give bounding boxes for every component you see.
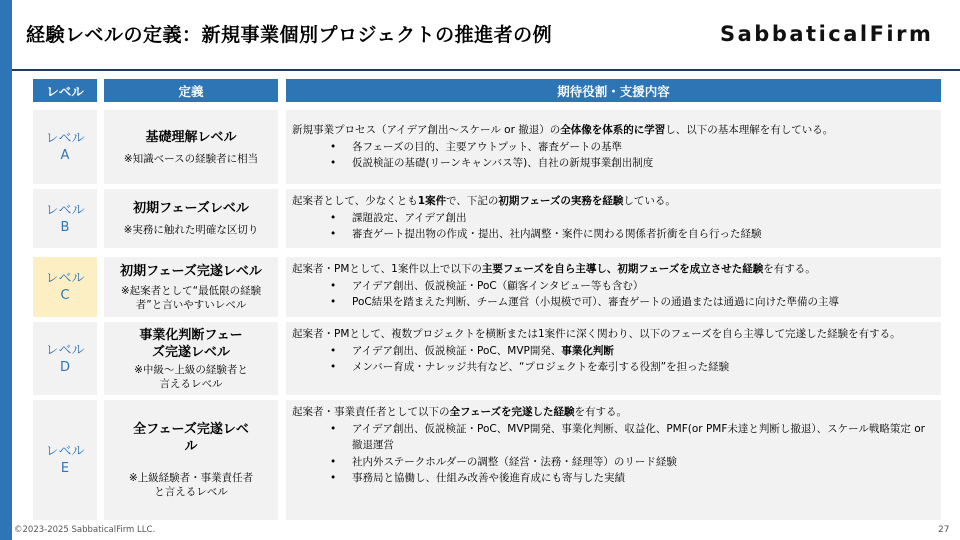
role-cell [286,257,941,317]
bullet-icon: • [330,361,337,373]
role-bullet-item [292,210,933,227]
level-word: レベル [45,444,85,459]
level-word: レベル [45,131,85,146]
definition-cell [104,400,278,520]
role-cell [286,189,941,248]
level-letter: E [60,461,70,476]
definition-name: 全フェーズ完遂レベル [133,422,249,454]
text-run: を有する。 [763,263,816,275]
role-cell [286,322,941,395]
text-run: アイデア創出、仮説検証・PoC（顧客インタビュー等も含む） [352,279,644,292]
slide-title: 経験レベルの定義：新規事業個別プロジェクトの推進者の例 [26,24,553,46]
bullet-icon: • [330,472,337,484]
role-lead-text [292,261,933,278]
text-run: 課題設定、アイデア創出 [352,211,467,224]
definition-cell [104,322,278,395]
text-run: 起案者・PMとして、複数プロジェクトを横断または1案件に深く関わり、以下のフェーズを自ら主導して完遂した経験を有する。 [292,328,901,340]
level-cell [33,189,97,248]
definition-note: ※実務に触れた明確な区切り [123,224,259,236]
level-cell [33,110,97,184]
definition-note: ※上級経験者・事業責任者と言えるレベル [128,472,254,498]
level-cell-highlighted [33,257,97,317]
header-role: 期待役割・支援内容 [286,79,941,102]
header-definition: 定義 [104,79,278,102]
role-bullet-list [292,343,933,376]
role-cell [286,400,941,520]
text-run: で、下記の [446,195,499,207]
definition-note: ※知識ベースの経験者に相当 [123,152,259,165]
text-run: メンバー育成・ナレッジ共有など、“プロジェクトを牽引する役割”を担った経験 [352,361,730,373]
role-lead-text [292,404,933,421]
bullet-icon: • [330,279,337,292]
role-bullet-list [292,421,933,487]
text-run: 起案者として、少なくとも [292,195,418,207]
role-lead-text [292,122,933,139]
role-bullet-item [292,226,933,243]
role-bullet-item [292,359,933,376]
emphasis-text: 全フェーズを完遂した経験 [449,406,575,418]
bullet-icon: • [330,455,337,468]
text-run: PoC結果を踏まえた判断、チーム運営（小規模で可）、審査ゲートの通過または通過に向けた準備の主導 [352,296,839,308]
bullet-icon: • [330,344,337,357]
role-lead-text [292,193,933,210]
header-level: レベル [33,79,97,102]
level-word: レベル [45,202,85,218]
bullet-icon: • [330,140,337,153]
definition-note: ※起案者として“最低限の経験者”と言いやすいレベル [120,284,262,311]
text-run: し、以下の基本理解を有している。 [665,124,834,136]
definition-name: 初期フェーズ完遂レベル [120,263,262,279]
bullet-icon: • [330,157,337,169]
definition-name: 基礎理解レベル [145,129,237,145]
role-bullet-list [292,278,933,311]
text-run: を有する。 [574,406,627,418]
bullet-icon: • [330,296,337,308]
text-run: 事務局と協働し、仕組み改善や後進育成にも寄与した実績 [352,472,625,484]
definition-note: ※中級～上級の経験者と言えるレベル [134,363,248,390]
copyright: ©2023-2025 SabbaticalFirm LLC. [14,525,156,535]
bullet-icon: • [330,228,337,240]
role-cell [286,110,941,184]
role-bullet-list [292,139,933,172]
page-number: 27 [938,525,950,535]
level-letter: B [60,219,70,235]
role-bullet-item [292,470,933,487]
level-letter: A [60,148,70,163]
definition-cell [104,257,278,317]
role-bullet-item [292,278,933,295]
role-bullet-item [292,139,933,156]
role-bullet-item [292,454,933,471]
text-run: 社内外ステークホルダーの調整（経営・法務・経理等）のリード経験 [352,455,677,468]
bullet-icon: • [330,422,337,435]
bullet-icon: • [330,211,337,224]
level-word: レベル [45,271,85,286]
role-bullet-list [292,210,933,243]
emphasis-text: 主要フェーズを自ら主導し、初期フェーズを成立させた経験 [481,263,764,275]
role-bullet-item [292,155,933,172]
text-run: 仮説検証の基礎(リーンキャンバス等)、自社の新規事業創出制度 [352,157,654,169]
text-run: している。 [623,195,676,207]
text-run: 各フェーズの目的、主要アウトプット、審査ゲートの基準 [352,140,622,153]
definition-cell [104,189,278,248]
definition-name: 初期フェーズレベル [133,201,249,216]
level-cell [33,322,97,395]
role-lead-text [292,326,933,343]
definition-cell [104,110,278,184]
text-run: 起案者・事業責任者として以下の [292,406,450,418]
text-run: 起案者・PMとして、1案件以上で以下の [292,263,482,275]
definition-name: 事業化判断フェーズ完遂レベル [139,327,243,360]
role-bullet-item [292,421,933,454]
level-letter: D [59,359,70,375]
company-logo: SabbaticalFirm [720,22,934,46]
emphasis-text: 全体像を体系的に学習 [560,124,666,136]
emphasis-text: 事業化判断 [561,344,614,357]
emphasis-text: 1案件 [417,195,447,207]
text-run: アイデア創出、仮説検証・PoC、MVP開発、 [352,344,562,357]
role-bullet-item [292,343,933,360]
title-divider [12,69,960,71]
level-cell [33,400,97,520]
level-letter: C [60,288,70,303]
left-accent-bar [0,0,12,540]
text-run: 新規事業プロセス（アイデア創出～スケール or 撤退）の [292,124,561,136]
role-bullet-item [292,294,933,311]
text-run: アイデア創出、仮説検証・PoC、MVP開発、事業化判断、収益化、PMF(or PMF未達と判断し撤退）、スケール戦略策定 or 撤退運営 [352,422,925,451]
level-word: レベル [45,342,85,358]
text-run: 審査ゲート提出物の作成・提出、社内調整・案件に関わる関係者折衝を自ら行った経験 [352,228,762,240]
emphasis-text: 初期フェーズの実務を経験 [498,195,624,207]
